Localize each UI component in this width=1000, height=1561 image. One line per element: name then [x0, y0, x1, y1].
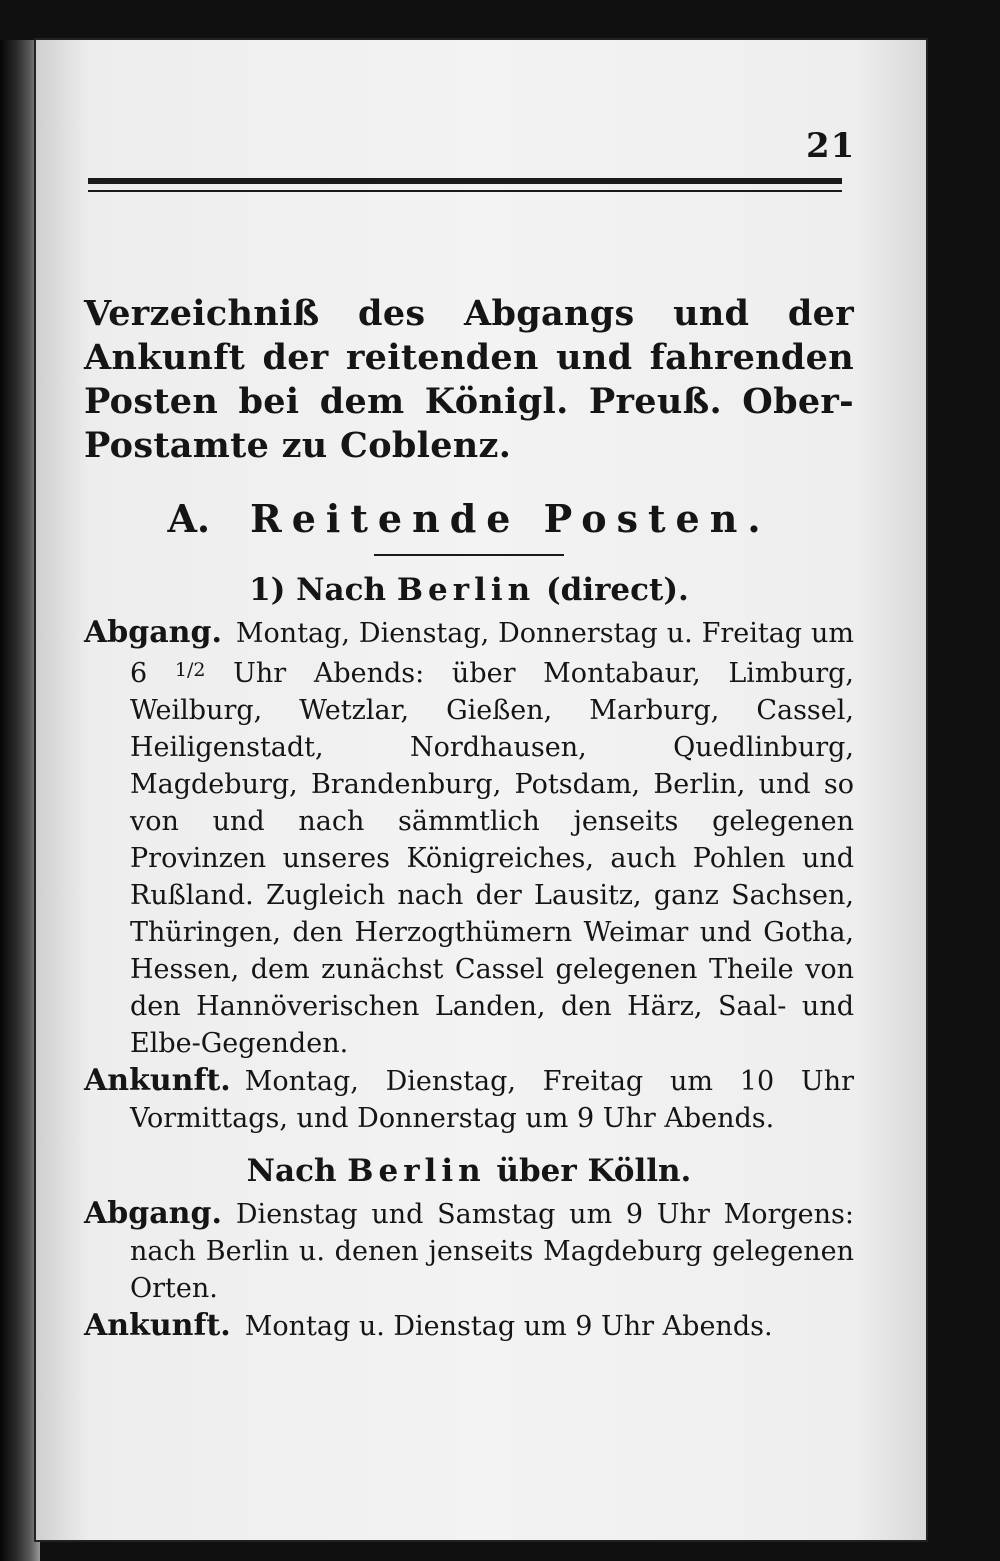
arrival-label: Ankunft. [84, 1308, 231, 1343]
route-arrival-entry [84, 1062, 854, 1137]
header-rule-thick [88, 178, 842, 184]
section-title [84, 496, 854, 542]
departure-text-after: Uhr Abends: über Montabaur, Limburg, Weilburg, Wetzlar, Gießen, Marburg, Cassel, Heiligenstadt, Nordhausen, Quedlinburg, Magdeburg, Brandenburg, Potsdam, Berlin, und so von und nach sämmtlich jenseits gelegenen Provinzen unseres Königreiches, auch Pohlen und Rußland. Zugleich nach der Lausitz, ganz Sachsen, Thüringen, den Herzogthümern Weimar und Gotha, Hessen, dem zunächst Cassel gelegenen Theile von den Hannöverischen Landen, den Härz, Saal- und Elbe-Gegenden. [130, 658, 854, 1059]
arrival-text: Montag u. Dienstag um 9 Uhr Abends. [244, 1311, 773, 1342]
departure-text-before: Montag, Dienstag, Donnerstag u. Freitag um 6 [130, 618, 854, 689]
document-heading: Verzeichniß des Abgangs und der Ankunft der reitenden und fahrenden Posten bei dem Königl. Preuß. Ober-Postamte zu Coblenz. [84, 293, 854, 466]
header-rule-thin [88, 190, 842, 192]
route-title-berlin-direct [84, 570, 854, 610]
book-page [36, 40, 926, 1540]
route-title-city: Berlin [347, 1153, 486, 1189]
route-title-berlin-via-koelln [84, 1151, 854, 1191]
departure-label: Abgang. [84, 615, 222, 650]
departure-time-fraction: 1/2 [174, 659, 206, 681]
page-content [84, 292, 854, 1345]
route-title-city: Berlin [396, 572, 536, 608]
arrival-label: Ankunft. [84, 1063, 231, 1098]
route-title-prefix: Nach [246, 1153, 337, 1189]
section-name: Reitende Posten. [250, 496, 771, 541]
section-letter: A. [167, 496, 211, 541]
book-spine-shadow [0, 40, 40, 1561]
arrival-text: Montag, Dienstag, Freitag um 10 Uhr Vormittags, und Donnerstag um 9 Uhr Abends. [130, 1066, 854, 1134]
route-departure-entry [84, 614, 854, 1062]
route-title-prefix: 1) Nach [249, 572, 387, 608]
route-departure-entry [84, 1195, 854, 1307]
route-arrival-entry [84, 1307, 854, 1345]
section-underline [374, 554, 564, 556]
departure-text: Dienstag und Samstag um 9 Uhr Morgens: nach Berlin u. denen jenseits Magdeburg gelegenen Orten. [130, 1199, 854, 1304]
departure-label: Abgang. [84, 1196, 222, 1231]
route-title-suffix: (direct). [545, 572, 689, 608]
route-title-suffix: über Kölln. [496, 1153, 692, 1189]
page-number: 21 [806, 126, 856, 166]
